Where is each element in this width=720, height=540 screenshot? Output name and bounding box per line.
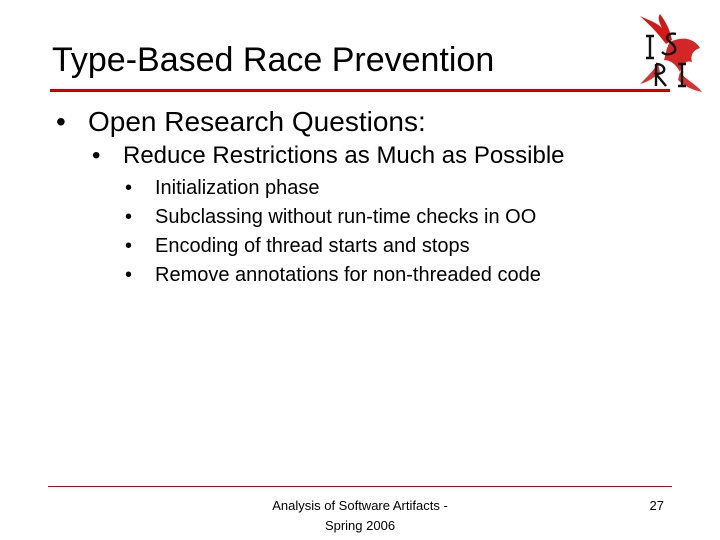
bullet-level3-text: Encoding of thread starts and stops <box>155 235 470 257</box>
bullet-dot: • <box>92 142 101 169</box>
bullet-level3-text: Subclassing without run-time checks in OO <box>155 206 537 228</box>
page-number: 27 <box>649 498 664 513</box>
list-item <box>125 232 541 261</box>
footer-caption <box>240 496 480 536</box>
bullet-level3-text: Remove annotations for non-threaded code <box>155 264 541 286</box>
list-item <box>125 261 541 290</box>
logo-letter-i <box>646 36 654 58</box>
slide-title: Type-Based Race Prevention <box>52 41 495 79</box>
bullet-level1 <box>56 105 426 139</box>
bullet-level2 <box>92 141 565 171</box>
title-underline <box>50 89 670 92</box>
footer-divider-bar <box>48 486 672 487</box>
list-item <box>125 203 541 232</box>
list-item <box>125 174 541 203</box>
title-underline-bar <box>50 89 670 92</box>
bullet-level3-text: Initialization phase <box>155 177 320 199</box>
bullet-level2-text: Reduce Restrictions as Much as Possible <box>123 142 565 169</box>
footer-line2: Spring 2006 <box>324 518 396 533</box>
bullet-level1-text: Open Research Questions: <box>88 106 426 137</box>
footer-line1: Analysis of Software Artifacts - <box>272 498 448 513</box>
bullet-level3-list <box>125 174 541 290</box>
isri-griffin-logo-icon <box>636 14 704 94</box>
bullet-dot: • <box>125 206 133 228</box>
footer-divider <box>48 486 672 487</box>
bullet-dot: • <box>125 264 133 286</box>
bullet-dot: • <box>56 106 66 137</box>
bullet-dot: • <box>125 177 133 199</box>
bullet-dot: • <box>125 235 133 257</box>
